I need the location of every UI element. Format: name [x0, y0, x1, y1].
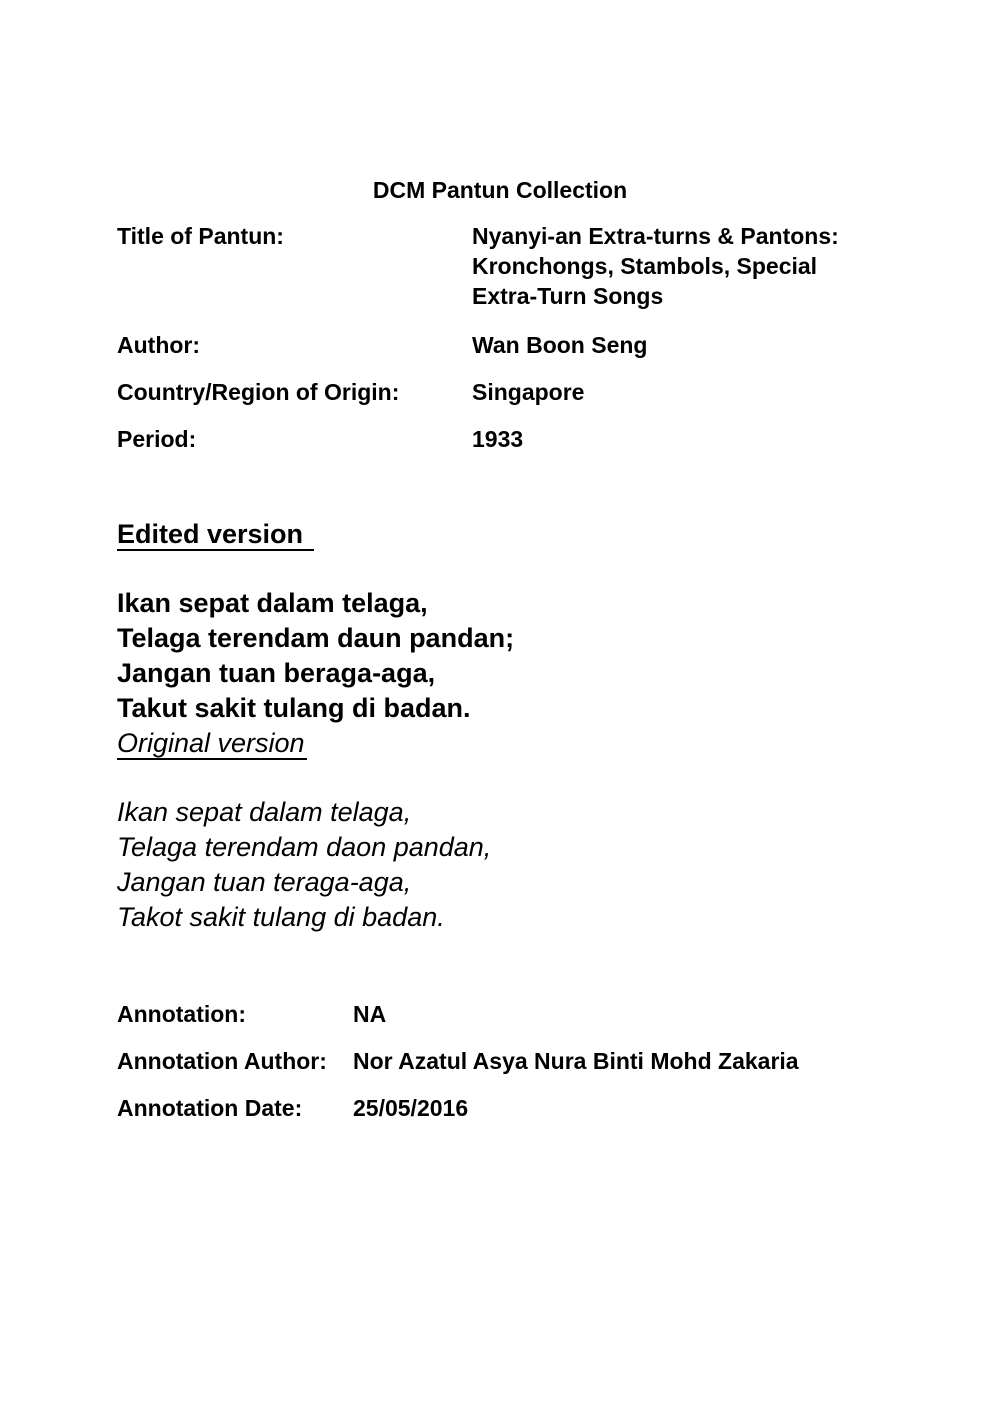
original-version-heading: [117, 726, 307, 761]
metadata-row-country: [117, 377, 917, 407]
edited-poem-line-2: Telaga terendam daun pandan;: [117, 623, 515, 653]
original-version-poem: [117, 795, 491, 935]
original-version-heading-text: Original version: [117, 728, 305, 758]
author-value: Wan Boon Seng: [472, 332, 648, 358]
metadata-row-author: [117, 330, 917, 360]
original-poem-line-3: Jangan tuan teraga-aga,: [117, 867, 412, 897]
edited-version-heading: [117, 518, 314, 551]
title-value-line-2: Kronchongs, Stambols, Special: [472, 253, 818, 279]
metadata-row-period: [117, 424, 917, 454]
annotation-value: NA: [353, 1001, 387, 1027]
annotation-author-label: Annotation Author:: [117, 1048, 327, 1074]
annotation-author-row: [117, 1046, 917, 1076]
edited-poem-line-4: Takut sakit tulang di badan.: [117, 693, 471, 723]
annotation-author-value: Nor Azatul Asya Nura Binti Mohd Zakaria: [353, 1048, 799, 1074]
annotation-date-row: [117, 1093, 917, 1123]
title-of-pantun-value: [472, 221, 917, 311]
original-poem-line-4: Takot sakit tulang di badan.: [117, 902, 445, 932]
title-value-line-3: Extra-Turn Songs: [472, 283, 664, 309]
edited-version-heading-text: Edited version: [117, 519, 314, 551]
country-label: Country/Region of Origin:: [117, 379, 400, 405]
title-of-pantun-label: Title of Pantun:: [117, 223, 284, 249]
edited-poem-line-1: Ikan sepat dalam telaga,: [117, 588, 428, 618]
original-poem-line-2: Telaga terendam daon pandan,: [117, 832, 492, 862]
period-label: Period:: [117, 426, 197, 452]
edited-version-poem: [117, 586, 514, 726]
author-label: Author:: [117, 332, 201, 358]
original-poem-line-1: Ikan sepat dalam telaga,: [117, 797, 412, 827]
document-title: DCM Pantun Collection: [372, 177, 628, 203]
edited-poem-line-3: Jangan tuan beraga-aga,: [117, 658, 436, 688]
metadata-row-title: [117, 221, 917, 311]
country-value: Singapore: [472, 379, 585, 405]
annotation-date-label: Annotation Date:: [117, 1095, 303, 1121]
annotation-label: Annotation:: [117, 1001, 247, 1027]
annotation-row: [117, 999, 917, 1029]
title-value-line-1: Nyanyi-an Extra-turns & Pantons:: [472, 223, 839, 249]
annotation-date-value: 25/05/2016: [353, 1095, 469, 1121]
period-value: 1933: [472, 426, 524, 452]
